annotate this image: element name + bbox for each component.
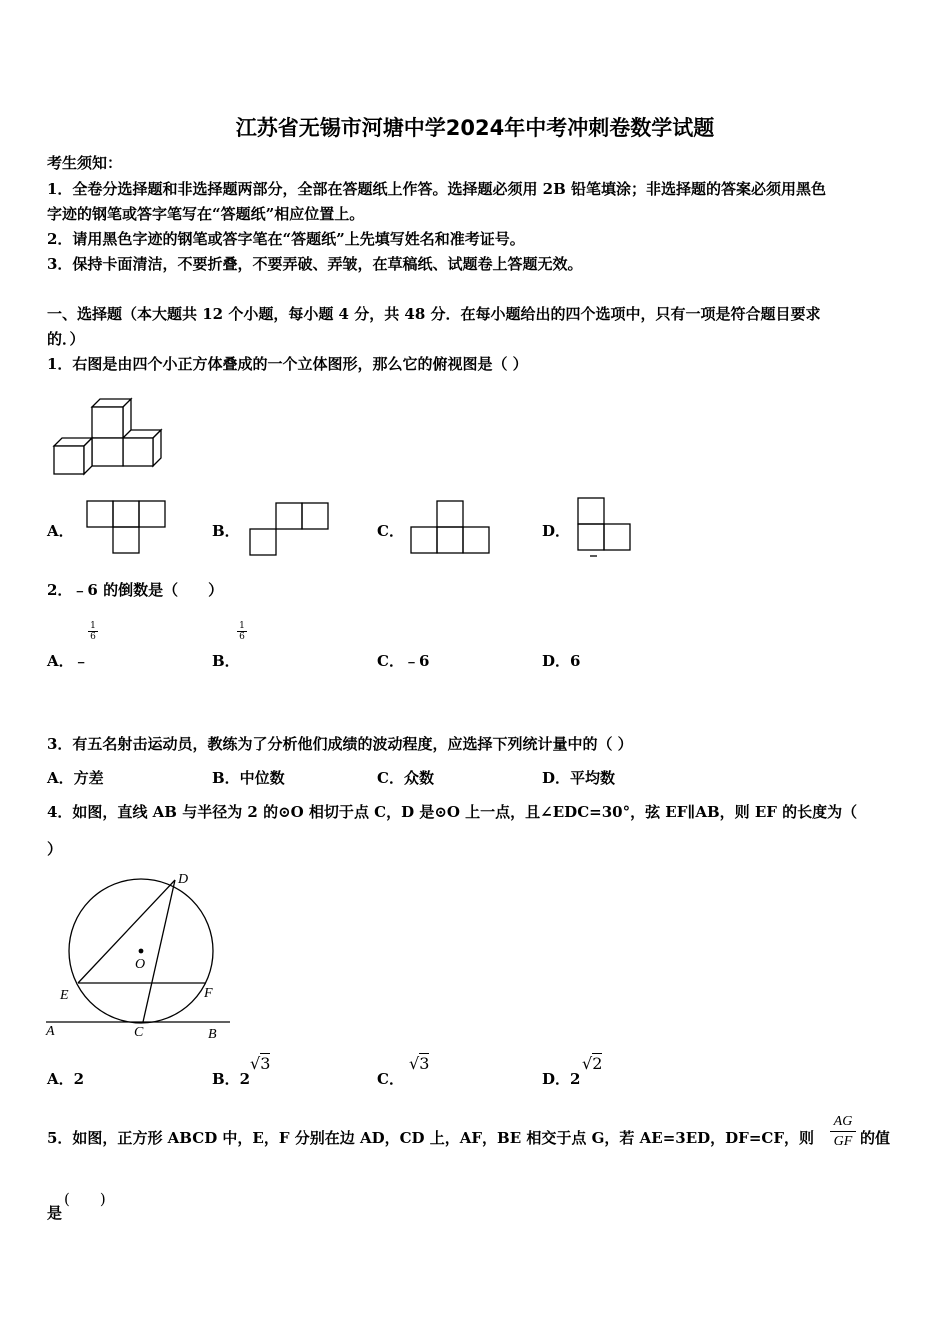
q1-option-c-figure (410, 500, 492, 556)
exam-title: 江苏省无锡市河塘中学2024年中考冲刺卷数学试题 (235, 116, 715, 140)
fraction-numerator: 1 (90, 621, 96, 631)
q4-option-a: A．2 (47, 1070, 85, 1088)
q5-stem-line-2: 是 (47, 1204, 63, 1222)
q4-option-b-radical (250, 1054, 270, 1073)
q1-option-d-figure (577, 497, 635, 559)
point-label-d: D (178, 872, 189, 887)
radicand: 3 (260, 1054, 271, 1073)
q4-stem-line-2: ） (47, 840, 63, 858)
notice-line-3: 3．保持卡面清洁，不要折叠，不要弄破、弄皱，在草稿纸、试题卷上答题无效。 (47, 255, 583, 273)
section-heading-line-1: 一、选择题（本大题共 12 个小题，每小题 4 分，共 48 分．在每小题给出的四个选项中，只有一项是符合题目要求 (47, 305, 821, 323)
q2-option-a-fraction (88, 621, 98, 642)
q5-stem-tail: 的值 (860, 1129, 891, 1147)
q1-option-c-label: C． (377, 522, 404, 540)
q3-option-d: D．平均数 (542, 769, 616, 787)
notice-line-2: 2．请用黑色字迹的钢笔或答字笔在“答题纸”上先填写姓名和准考证号。 (47, 230, 525, 248)
q1-option-b-figure (249, 502, 331, 557)
q4-option-c-radical (409, 1054, 429, 1073)
q4-option-c: C． (377, 1070, 404, 1088)
q2-option-d: D．6 (542, 652, 581, 670)
q3-option-b: B．中位数 (212, 769, 285, 787)
q4-circle-figure (44, 865, 236, 1045)
notice-line-1b: 字迹的钢笔或答字笔写在“答题纸”相应位置上。 (47, 205, 365, 223)
fraction-denominator: 6 (88, 631, 98, 642)
sqrt-icon: √ (250, 1054, 261, 1073)
radicand: 2 (592, 1054, 603, 1073)
notice-line-1a: 1．全卷分选择题和非选择题两部分，全部在答题纸上作答。选择题必须用 2B 铅笔填涂；非选择题的答案必须用黑色 (47, 180, 827, 198)
q1-option-b-label: B． (212, 522, 240, 540)
q4-option-b: B．2 (212, 1070, 251, 1088)
q5-answer-paren: ( ) (64, 1190, 106, 1208)
point-label-a: A (46, 1024, 55, 1039)
q3-stem: 3．有五名射击运动员，教练为了分析他们成绩的波动程度，应选择下列统计量中的（ ） (47, 735, 633, 753)
q1-option-a-figure (86, 500, 168, 555)
point-label-c: C (134, 1025, 144, 1040)
q4-option-d: D．2 (542, 1070, 581, 1088)
sqrt-icon: √ (582, 1054, 593, 1073)
q2-option-b-fraction (237, 621, 247, 642)
point-label-b: B (208, 1027, 217, 1042)
q5-stem: 5．如图，正方形 ABCD 中，E，F 分别在边 AD，CD 上，AF，BE 相交于点 G，若 AE=3ED，DF=CF，则 (47, 1129, 814, 1147)
q2-option-a: A．﹣ (47, 652, 89, 670)
point-label-e: E (60, 988, 69, 1003)
fraction-denominator: GF (830, 1131, 856, 1151)
q3-option-a: A．方差 (47, 769, 104, 787)
fraction-denominator: 6 (237, 631, 247, 642)
q3-option-c: C．众数 (377, 769, 434, 787)
section-heading-line-2: 的．） (47, 330, 85, 348)
q1-stem: 1．右图是由四个小正方体叠成的一个立体图形，那么它的俯视图是（ ） (47, 355, 528, 373)
q5-fraction (830, 1112, 856, 1151)
q2-stem: 2．﹣6 的倒数是（ ） (47, 581, 224, 599)
radicand: 3 (419, 1054, 430, 1073)
q1-option-d-label: D． (542, 522, 571, 540)
fraction-numerator: AG (833, 1114, 853, 1129)
q4-option-d-radical (582, 1054, 602, 1073)
notice-heading: 考生须知： (47, 154, 123, 172)
sqrt-icon: √ (409, 1054, 420, 1073)
point-label-f: F (204, 986, 213, 1001)
q2-option-b: B． (212, 652, 240, 670)
point-label-o: O (135, 957, 146, 972)
q4-stem-line-1: 4．如图，直线 AB 与半径为 2 的⊙O 相切于点 C，D 是⊙O 上一点，且∠EDC=30°，弦 EF∥AB，则 EF 的长度为（ (47, 803, 858, 821)
q1-cube-figure (52, 395, 167, 480)
q1-option-a-label: A． (47, 522, 74, 540)
fraction-numerator: 1 (239, 621, 245, 631)
q2-option-c: C．﹣6 (377, 652, 430, 670)
